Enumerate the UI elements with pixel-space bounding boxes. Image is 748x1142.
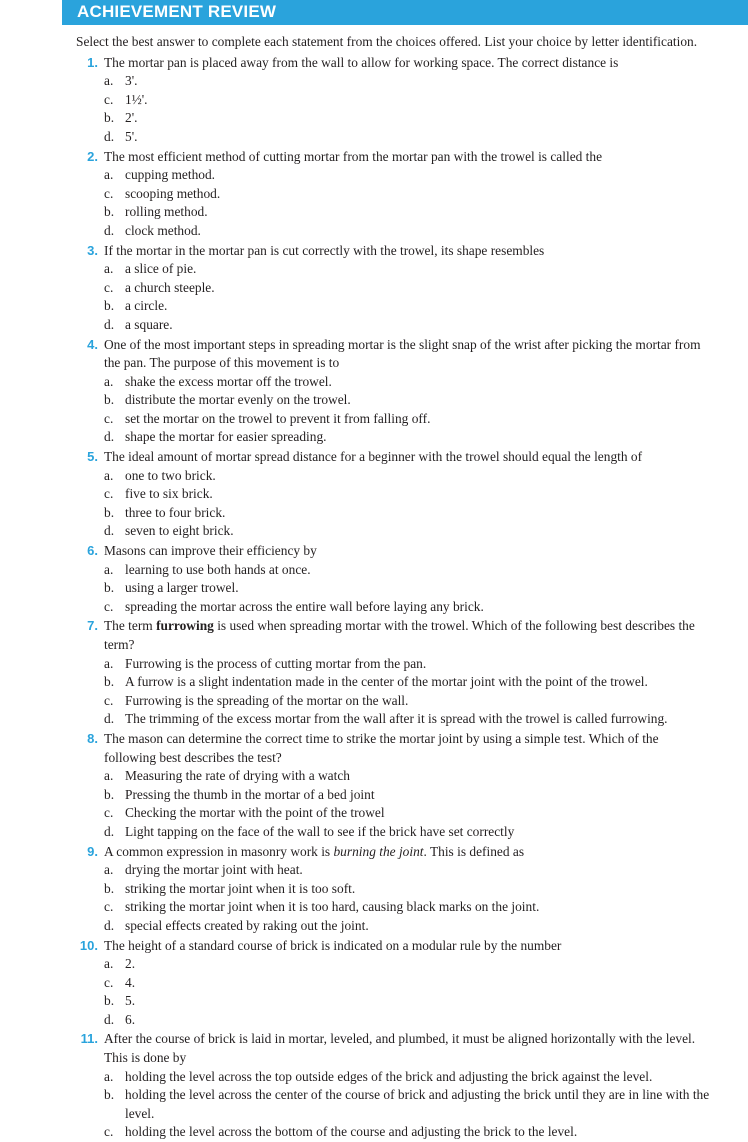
option-letter: c. <box>104 1124 114 1140</box>
option-text: striking the mortar joint when it is too soft. <box>125 880 356 896</box>
option-text: a church steeple. <box>125 279 215 295</box>
option-c <box>104 804 710 823</box>
option-text: one to two brick. <box>125 467 216 483</box>
question-stem: The mortar pan is placed away from the wall to allow for working space. The correct distance is <box>104 54 619 70</box>
option-c <box>104 974 438 993</box>
question-stem: Masons can improve their efficiency by <box>104 543 317 559</box>
option-text: The trimming of the excess mortar from the wall after it is spread with the trowel is called furrowing. <box>125 711 668 727</box>
option-d <box>104 222 438 241</box>
option-letter: c. <box>104 185 114 201</box>
option-c <box>104 485 438 504</box>
option-letter: a. <box>104 73 114 89</box>
answer-options <box>104 955 710 1029</box>
review-content <box>76 33 710 1142</box>
question-stem: The mason can determine the correct time to strike the mortar joint by using a simple test. Which of the following best describes the test? <box>104 730 659 765</box>
option-letter: a. <box>104 1068 114 1084</box>
section-header <box>62 0 748 25</box>
option-b <box>104 786 710 805</box>
option-text: A furrow is a slight indentation made in the center of the mortar joint with the point of the trowel. <box>125 674 648 690</box>
option-c <box>104 898 710 917</box>
question-stem: One of the most important steps in spreading mortar is the slight snap of the wrist after picking the mortar from the pan. The purpose of this movement is to <box>104 336 701 371</box>
option-text: holding the level across the top outside edges of the brick and adjusting the brick against the level. <box>125 1068 653 1084</box>
question-stem: The height of a standard course of brick is indicated on a modular rule by the number <box>104 937 562 953</box>
option-b <box>104 992 438 1011</box>
option-d <box>104 1011 438 1030</box>
option-letter: c. <box>104 91 114 107</box>
question-7 <box>76 617 710 729</box>
stem-text: . This is defined as <box>423 843 525 859</box>
option-letter: c. <box>104 899 114 915</box>
question-stem <box>104 843 710 862</box>
option-text: rolling method. <box>125 204 208 220</box>
option-text: cupping method. <box>125 167 216 183</box>
question-4 <box>76 336 710 448</box>
option-text: a slice of pie. <box>125 261 197 277</box>
option-text: shake the excess mortar off the trowel. <box>125 373 332 389</box>
question-number: 6. <box>87 543 98 559</box>
option-a <box>104 861 710 880</box>
question-stem: After the course of brick is laid in mortar, leveled, and plumbed, it must be aligned horizontally with the level. This is done by <box>104 1031 696 1066</box>
answer-options <box>104 655 710 729</box>
option-text: a square. <box>125 316 173 332</box>
option-letter: c. <box>104 486 114 502</box>
option-letter: a. <box>104 768 114 784</box>
option-letter: d. <box>104 711 115 727</box>
question-8 <box>76 730 710 842</box>
option-text: special effects created by raking out the joint. <box>125 917 369 933</box>
option-text: shape the mortar for easier spreading. <box>125 429 327 445</box>
question-10 <box>76 937 710 1030</box>
option-text: set the mortar on the trowel to prevent it from falling off. <box>125 410 431 426</box>
option-b <box>104 1086 710 1123</box>
option-text: holding the level across the center of the course of brick and adjusting the brick until they are in line with the level. <box>125 1087 710 1121</box>
question-stem <box>104 617 710 654</box>
option-letter: a. <box>104 261 114 277</box>
option-text: 5'. <box>125 128 138 144</box>
option-a <box>104 955 438 974</box>
option-text: 5. <box>125 993 136 1009</box>
option-text: holding the level across the bottom of the course and adjusting the brick to the level. <box>125 1124 578 1140</box>
option-d <box>104 917 710 936</box>
option-letter: a. <box>104 561 114 577</box>
question-11 <box>76 1030 710 1142</box>
option-d <box>104 710 710 729</box>
option-c <box>104 598 710 617</box>
option-text: scooping method. <box>125 185 221 201</box>
option-text: 2'. <box>125 110 138 126</box>
question-number: 11. <box>80 1031 98 1047</box>
option-text: Pressing the thumb in the mortar of a bed joint <box>125 786 375 802</box>
option-letter: a. <box>104 467 114 483</box>
option-c <box>104 185 438 204</box>
option-b <box>104 579 710 598</box>
option-b <box>104 109 438 128</box>
option-text: using a larger trowel. <box>125 580 239 596</box>
option-letter: b. <box>104 298 115 314</box>
option-letter: b. <box>104 993 115 1009</box>
option-text: five to six brick. <box>125 486 213 502</box>
option-b <box>104 673 710 692</box>
question-number: 7. <box>87 618 98 634</box>
option-text: 6. <box>125 1011 136 1027</box>
option-text: distribute the mortar evenly on the trowel. <box>125 392 351 408</box>
question-number: 4. <box>87 336 98 352</box>
option-b <box>104 297 438 316</box>
option-letter: a. <box>104 655 114 671</box>
option-text: 2. <box>125 956 136 972</box>
option-text: 4. <box>125 974 136 990</box>
stem-text: A common expression in masonry work is <box>104 843 334 859</box>
question-1 <box>76 54 710 147</box>
option-b <box>104 504 438 523</box>
answer-options <box>104 561 710 617</box>
question-stem: If the mortar in the mortar pan is cut correctly with the trowel, its shape resembles <box>104 242 545 258</box>
question-stem: The ideal amount of mortar spread distance for a beginner with the trowel should equal the length of <box>104 449 643 465</box>
option-letter: a. <box>104 167 114 183</box>
option-c <box>104 1123 710 1142</box>
option-letter: c. <box>104 279 114 295</box>
stem-text: The term <box>104 618 157 634</box>
key-phrase: burning the joint <box>333 843 424 859</box>
option-text: Measuring the rate of drying with a watch <box>125 768 350 784</box>
option-text: clock method. <box>125 222 201 238</box>
question-5 <box>76 448 710 541</box>
option-a <box>104 1068 710 1087</box>
option-text: Checking the mortar with the point of the trowel <box>125 805 385 821</box>
option-d <box>104 428 710 447</box>
answer-options <box>104 166 710 240</box>
answer-options <box>104 1068 710 1142</box>
option-letter: b. <box>104 504 115 520</box>
option-letter: d. <box>104 523 115 539</box>
option-a <box>104 373 710 392</box>
answer-options <box>104 467 710 541</box>
question-number: 2. <box>87 148 98 164</box>
option-text: learning to use both hands at once. <box>125 561 311 577</box>
option-a <box>104 655 710 674</box>
option-letter: a. <box>104 373 114 389</box>
option-text: Light tapping on the face of the wall to see if the brick have set correctly <box>125 823 515 839</box>
question-number: 5. <box>87 449 98 465</box>
question-2 <box>76 148 710 241</box>
option-text: a circle. <box>125 298 168 314</box>
option-letter: d. <box>104 316 115 332</box>
option-letter: b. <box>104 786 115 802</box>
option-d <box>104 316 438 335</box>
option-a <box>104 72 438 91</box>
option-letter: b. <box>104 580 115 596</box>
option-b <box>104 880 710 899</box>
answer-options <box>104 260 710 334</box>
option-letter: c. <box>104 598 114 614</box>
option-a <box>104 166 438 185</box>
question-number: 10. <box>79 937 98 953</box>
question-number: 9. <box>87 843 98 859</box>
option-text: seven to eight brick. <box>125 523 234 539</box>
answer-options <box>104 72 710 146</box>
section-title: ACHIEVEMENT REVIEW <box>77 2 277 21</box>
instructions: Select the best answer to complete each statement from the choices offered. List your choice by letter identification. <box>76 34 698 49</box>
option-c <box>104 692 710 711</box>
option-letter: b. <box>104 880 115 896</box>
option-letter: d. <box>104 917 115 933</box>
question-stem: The most efficient method of cutting mortar from the mortar pan with the trowel is called the <box>104 148 603 164</box>
question-3 <box>76 242 710 335</box>
option-letter: d. <box>104 222 115 238</box>
key-term: furrowing <box>156 618 214 634</box>
question-number: 8. <box>87 730 98 746</box>
option-letter: d. <box>104 128 115 144</box>
option-letter: d. <box>104 429 115 445</box>
option-d <box>104 128 438 147</box>
option-letter: a. <box>104 956 114 972</box>
option-letter: c. <box>104 692 114 708</box>
option-d <box>104 522 438 541</box>
option-text: 3'. <box>125 73 138 89</box>
option-a <box>104 767 710 786</box>
answer-options <box>104 373 710 447</box>
option-text: drying the mortar joint with heat. <box>125 862 303 878</box>
option-letter: c. <box>104 805 114 821</box>
answer-options <box>104 861 710 935</box>
answer-options <box>104 767 710 841</box>
option-letter: b. <box>104 1087 115 1103</box>
question-6 <box>76 542 710 616</box>
question-number: 3. <box>87 242 98 258</box>
option-text: Furrowing is the spreading of the mortar on the wall. <box>125 692 409 708</box>
option-letter: c. <box>104 410 114 426</box>
option-text: Furrowing is the process of cutting mortar from the pan. <box>125 655 427 671</box>
option-text: three to four brick. <box>125 504 226 520</box>
option-text: 1½'. <box>125 91 148 107</box>
option-d <box>104 823 710 842</box>
question-9 <box>76 843 710 936</box>
option-letter: d. <box>104 1011 115 1027</box>
option-c <box>104 410 710 429</box>
option-a <box>104 260 438 279</box>
option-text: striking the mortar joint when it is too hard, causing black marks on the joint. <box>125 899 540 915</box>
option-letter: d. <box>104 823 115 839</box>
option-b <box>104 203 438 222</box>
option-a <box>104 467 438 486</box>
option-letter: a. <box>104 862 114 878</box>
stem-text: is used when spreading mortar with the trowel. Which of the following best describes the term? <box>104 618 695 652</box>
option-letter: b. <box>104 204 115 220</box>
option-letter: b. <box>104 110 115 126</box>
option-letter: b. <box>104 392 115 408</box>
option-c <box>104 279 438 298</box>
option-letter: c. <box>104 974 114 990</box>
option-text: spreading the mortar across the entire wall before laying any brick. <box>125 598 484 614</box>
question-number: 1. <box>87 54 98 70</box>
option-c <box>104 91 438 110</box>
option-letter: b. <box>104 674 115 690</box>
option-a <box>104 561 710 580</box>
option-b <box>104 391 710 410</box>
